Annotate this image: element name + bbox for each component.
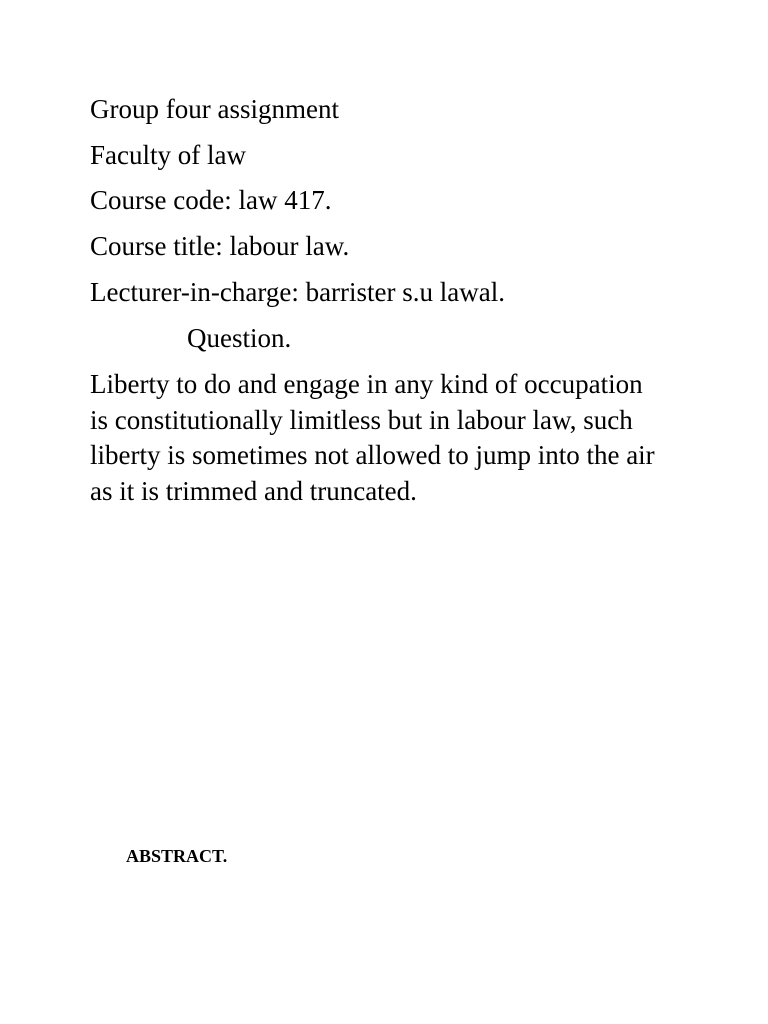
lecturer-line: Lecturer-in-charge: barrister s.u lawal. xyxy=(90,277,506,307)
course-code-line: Course code: law 417. xyxy=(90,185,332,215)
faculty-line: Faculty of law xyxy=(90,140,246,170)
question-line: Liberty to do and engage in any kind of occupation xyxy=(90,369,643,399)
course-title-line: Course title: labour law. xyxy=(90,231,350,261)
question-line: is constitutionally limitless but in labour law, such xyxy=(90,404,633,435)
group-line: Group four assignment xyxy=(90,94,339,124)
abstract-heading: ABSTRACT. xyxy=(126,846,228,866)
question-line: as it is trimmed and truncated. xyxy=(90,475,417,506)
question-text xyxy=(90,367,690,509)
question-label: Question. xyxy=(187,323,292,353)
question-line: liberty is sometimes not allowed to jump into the air xyxy=(90,440,655,470)
